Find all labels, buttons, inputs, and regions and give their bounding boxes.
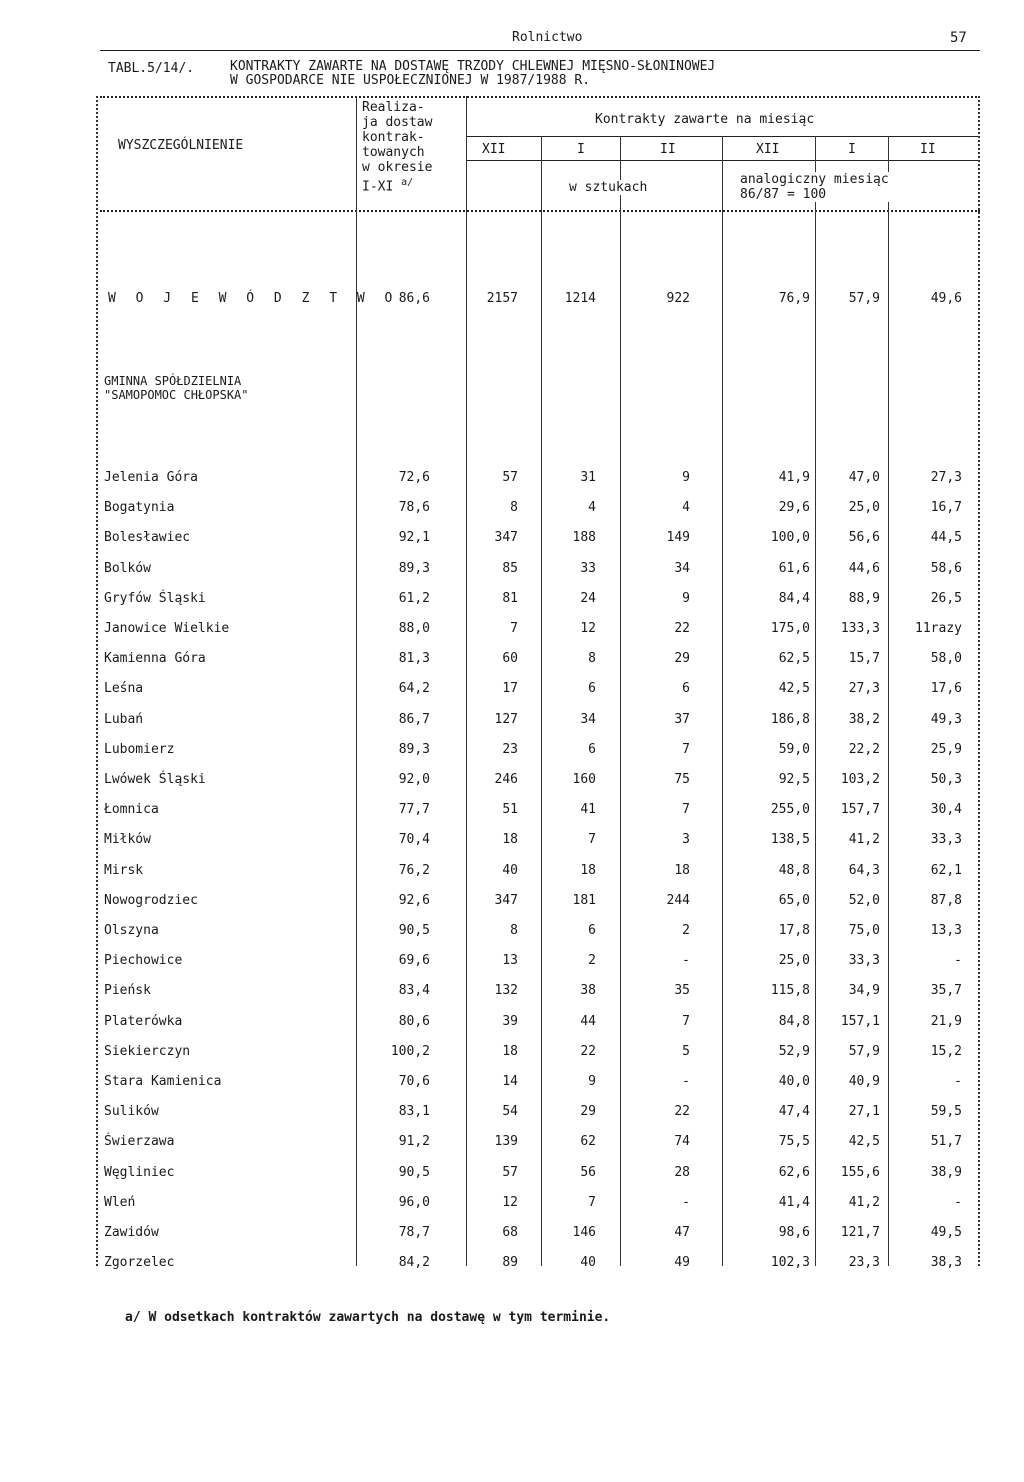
row-cell: 8 [510,500,518,515]
row-cell: 41,2 [848,1195,880,1210]
header-month-xii-b: XII [756,142,780,157]
row-cell: 27,1 [848,1104,880,1119]
row-cell: 58,0 [930,651,962,666]
row-cell: 80,6 [398,1014,430,1029]
table-left-border [96,96,98,1266]
row-cell: 7 [588,832,596,847]
row-cell: 77,7 [398,802,430,817]
row-name: Mirsk [104,863,144,878]
row-name: Zgorzelec [104,1255,175,1270]
row-cell: 37 [674,712,690,727]
row-name: Janowice Wielkie [104,621,230,636]
row-cell: 59,5 [930,1104,962,1119]
row-cell: 11razy [915,621,962,636]
row-cell: 102,3 [770,1255,810,1270]
row-cell: 84,8 [778,1014,810,1029]
table-label: TABL.5/14/. [108,61,195,76]
row-name: Wleń [104,1195,136,1210]
row-cell: 181 [572,893,596,908]
header-first-column: WYSZCZEGÓLNIENIE [118,138,244,153]
row-cell: 64,3 [848,863,880,878]
row-name: Piechowice [104,953,183,968]
row-cell: 48,8 [778,863,810,878]
row-name: Gryfów Śląski [104,591,206,606]
row-cell: 18 [580,863,596,878]
total-cell: 49,6 [930,291,962,306]
table-title-line2: W GOSPODARCE NIE USPOŁECZNIONEJ W 1987/1988 R. [230,73,591,88]
row-cell: 18 [502,832,518,847]
row-cell: 51 [502,802,518,817]
row-cell: 23,3 [848,1255,880,1270]
row-cell: 70,6 [398,1074,430,1089]
row-cell: 8 [588,651,596,666]
table-right-border [978,96,980,1266]
row-cell: 62,1 [930,863,962,878]
row-cell: 138,5 [770,832,810,847]
row-cell: 18 [674,863,690,878]
total-cell: 86,6 [398,291,430,306]
row-cell: 75,0 [848,923,880,938]
row-cell: 127 [494,712,518,727]
row-cell: 57 [502,1165,518,1180]
row-cell: 69,6 [398,953,430,968]
row-name: Leśna [104,681,144,696]
row-cell: 42,5 [848,1134,880,1149]
row-cell: 35 [674,983,690,998]
row-cell: 17,6 [930,681,962,696]
row-cell: - [954,1074,962,1089]
row-name: Lubomierz [104,742,175,757]
running-title: Rolnictwo [512,30,583,45]
row-cell: 13 [502,953,518,968]
row-cell: 90,5 [398,923,430,938]
row-cell: 24 [580,591,596,606]
row-cell: 54 [502,1104,518,1119]
row-cell: 52,0 [848,893,880,908]
row-cell: 25,9 [930,742,962,757]
row-cell: 92,5 [778,772,810,787]
header-month-ii-b: II [920,142,936,157]
row-cell: 75 [674,772,690,787]
row-cell: - [682,953,690,968]
row-cell: 57,9 [848,1044,880,1059]
row-cell: 44,6 [848,561,880,576]
row-cell: 41,2 [848,832,880,847]
header-month-ii-a: II [660,142,676,157]
row-cell: 91,2 [398,1134,430,1149]
row-cell: 76,2 [398,863,430,878]
row-cell: 7 [510,621,518,636]
row-cell: 38 [580,983,596,998]
section-label: GMINNA SPÓŁDZIELNIA "SAMOPOMOC CHŁOPSKA" [104,374,249,402]
row-cell: 7 [682,742,690,757]
row-cell: 15,2 [930,1044,962,1059]
row-cell: 244 [666,893,690,908]
col-sep-7 [888,136,889,1266]
row-cell: 22,2 [848,742,880,757]
row-cell: 9 [682,591,690,606]
row-cell: 81,3 [398,651,430,666]
row-cell: 60 [502,651,518,666]
row-cell: 155,6 [840,1165,880,1180]
row-cell: 47 [674,1225,690,1240]
row-cell: 347 [494,893,518,908]
row-cell: 51,7 [930,1134,962,1149]
row-cell: 29 [674,651,690,666]
row-cell: 34,9 [848,983,880,998]
row-cell: 38,9 [930,1165,962,1180]
row-cell: 255,0 [770,802,810,817]
row-cell: 22 [580,1044,596,1059]
row-cell: 139 [494,1134,518,1149]
row-cell: 28 [674,1165,690,1180]
row-name: Platerówka [104,1014,183,1029]
row-cell: 100,0 [770,530,810,545]
row-cell: 22 [674,1104,690,1119]
row-cell: 61,6 [778,561,810,576]
row-cell: 84,2 [398,1255,430,1270]
row-cell: 27,3 [930,470,962,485]
row-cell: 90,5 [398,1165,430,1180]
row-cell: - [954,953,962,968]
row-cell: 57 [502,470,518,485]
row-name: Lwówek Śląski [104,772,206,787]
row-cell: 6 [588,923,596,938]
row-cell: 38,2 [848,712,880,727]
row-cell: 29,6 [778,500,810,515]
row-cell: 58,6 [930,561,962,576]
row-cell: 89,3 [398,742,430,757]
table-top-rule [100,96,980,98]
row-cell: 92,6 [398,893,430,908]
row-cell: 44 [580,1014,596,1029]
row-cell: 4 [588,500,596,515]
row-cell: 6 [588,681,596,696]
row-cell: 2 [682,923,690,938]
row-cell: 39 [502,1014,518,1029]
row-cell: 157,7 [840,802,880,817]
row-cell: 23 [502,742,518,757]
row-cell: 65,0 [778,893,810,908]
row-name: Sulików [104,1104,159,1119]
row-cell: 44,5 [930,530,962,545]
row-cell: 26,5 [930,591,962,606]
row-cell: 347 [494,530,518,545]
row-cell: 246 [494,772,518,787]
row-cell: 186,8 [770,712,810,727]
row-cell: 12 [502,1195,518,1210]
row-cell: 175,0 [770,621,810,636]
row-cell: 89 [502,1255,518,1270]
row-cell: 9 [682,470,690,485]
row-cell: 38,3 [930,1255,962,1270]
row-cell: 47,4 [778,1104,810,1119]
row-cell: 78,7 [398,1225,430,1240]
col-sep-5 [722,136,723,1266]
row-cell: 64,2 [398,681,430,696]
row-name: Miłków [104,832,151,847]
row-cell: 59,0 [778,742,810,757]
row-cell: 13,3 [930,923,962,938]
total-cell: 1214 [564,291,596,306]
row-cell: 115,8 [770,983,810,998]
header-realization: Realiza- ja dostaw kontrak- towanych w okresie I-XI $^{a/}$ [362,100,433,195]
row-name: Stara Kamienica [104,1074,222,1089]
table-title-line1: KONTRAKTY ZAWARTE NA DOSTAWĘ TRZODY CHLEWNEJ MIĘSNO-SŁONINOWEJ [230,59,716,74]
row-name: Świerzawa [104,1134,175,1149]
row-name: Kamienna Góra [104,651,206,666]
row-name: Bogatynia [104,500,175,515]
row-cell: 2 [588,953,596,968]
row-cell: 92,0 [398,772,430,787]
header-month-i-b: I [848,142,856,157]
total-row-label: W O J E W Ó D Z T W O [108,291,399,306]
row-cell: 160 [572,772,596,787]
header-group-title: Kontrakty zawarte na miesiąc [595,112,815,127]
row-cell: 61,2 [398,591,430,606]
row-cell: 7 [682,802,690,817]
row-cell: 62,5 [778,651,810,666]
row-cell: 9 [588,1074,596,1089]
row-cell: 75,5 [778,1134,810,1149]
row-cell: 17 [502,681,518,696]
row-cell: 33,3 [930,832,962,847]
row-cell: 62,6 [778,1165,810,1180]
row-cell: 62 [580,1134,596,1149]
row-cell: 33 [580,561,596,576]
row-cell: 49,3 [930,712,962,727]
row-name: Olszyna [104,923,159,938]
row-cell: 25,0 [778,953,810,968]
row-cell: 83,1 [398,1104,430,1119]
row-cell: 81 [502,591,518,606]
row-cell: 96,0 [398,1195,430,1210]
row-cell: 22 [674,621,690,636]
row-cell: 41,9 [778,470,810,485]
row-cell: 85 [502,561,518,576]
footnote: a/ W odsetkach kontraktów zawartych na dostawę w tym terminie. [125,1310,611,1325]
row-cell: - [954,1195,962,1210]
row-cell: 72,6 [398,470,430,485]
row-cell: 15,7 [848,651,880,666]
row-cell: 89,3 [398,561,430,576]
header-bottom-rule [100,210,980,212]
row-cell: 16,7 [930,500,962,515]
row-cell: 12 [580,621,596,636]
row-cell: 6 [588,742,596,757]
row-name: Jelenia Góra [104,470,198,485]
row-cell: 35,7 [930,983,962,998]
row-cell: 3 [682,832,690,847]
row-cell: 30,4 [930,802,962,817]
row-cell: 188 [572,530,596,545]
row-cell: 6 [682,681,690,696]
total-cell: 76,9 [778,291,810,306]
row-cell: 88,9 [848,591,880,606]
row-cell: 40,9 [848,1074,880,1089]
row-name: Bolesławiec [104,530,191,545]
header-unit-right: analogiczny miesiąc 86/87 = 100 [740,172,889,202]
row-cell: 100,2 [390,1044,430,1059]
row-cell: 98,6 [778,1225,810,1240]
row-cell: 41 [580,802,596,817]
row-cell: 83,4 [398,983,430,998]
row-cell: 68 [502,1225,518,1240]
row-cell: 56,6 [848,530,880,545]
row-cell: 88,0 [398,621,430,636]
total-cell: 57,9 [848,291,880,306]
row-cell: 34 [674,561,690,576]
row-name: Zawidów [104,1225,159,1240]
row-cell: 40,0 [778,1074,810,1089]
row-cell: 18 [502,1044,518,1059]
row-cell: 87,8 [930,893,962,908]
total-cell: 922 [666,291,690,306]
row-cell: 7 [682,1014,690,1029]
row-cell: 78,6 [398,500,430,515]
row-cell: 74 [674,1134,690,1149]
row-name: Lubań [104,712,144,727]
row-cell: 8 [510,923,518,938]
row-cell: 157,1 [840,1014,880,1029]
header-month-i-a: I [577,142,585,157]
row-cell: 31 [580,470,596,485]
row-cell: 103,2 [840,772,880,787]
header-rule [100,50,980,51]
row-cell: 4 [682,500,690,515]
row-cell: 84,4 [778,591,810,606]
col-sep-1 [356,96,357,1266]
total-cell: 2157 [486,291,518,306]
row-cell: 52,9 [778,1044,810,1059]
row-name: Bolków [104,561,151,576]
row-cell: 56 [580,1165,596,1180]
row-cell: - [682,1074,690,1089]
row-cell: 40 [580,1255,596,1270]
row-cell: 41,4 [778,1195,810,1210]
row-cell: 149 [666,530,690,545]
row-cell: 50,3 [930,772,962,787]
row-cell: 21,9 [930,1014,962,1029]
row-cell: - [682,1195,690,1210]
row-cell: 121,7 [840,1225,880,1240]
row-cell: 47,0 [848,470,880,485]
row-cell: 132 [494,983,518,998]
header-month-xii-a: XII [482,142,506,157]
row-cell: 29 [580,1104,596,1119]
row-cell: 49 [674,1255,690,1270]
row-cell: 49,5 [930,1225,962,1240]
row-name: Łomnica [104,802,159,817]
row-cell: 5 [682,1044,690,1059]
row-name: Pieńsk [104,983,151,998]
row-cell: 133,3 [840,621,880,636]
row-cell: 17,8 [778,923,810,938]
row-cell: 7 [588,1195,596,1210]
row-cell: 40 [502,863,518,878]
page-number: 57 [950,30,967,46]
row-cell: 86,7 [398,712,430,727]
row-cell: 42,5 [778,681,810,696]
row-cell: 14 [502,1074,518,1089]
row-cell: 25,0 [848,500,880,515]
row-name: Węgliniec [104,1165,175,1180]
row-cell: 146 [572,1225,596,1240]
row-cell: 27,3 [848,681,880,696]
row-cell: 92,1 [398,530,430,545]
row-name: Siekierczyn [104,1044,191,1059]
row-cell: 70,4 [398,832,430,847]
row-cell: 33,3 [848,953,880,968]
header-unit-left: w sztukach [569,180,648,195]
row-cell: 34 [580,712,596,727]
row-name: Nowogrodziec [104,893,198,908]
